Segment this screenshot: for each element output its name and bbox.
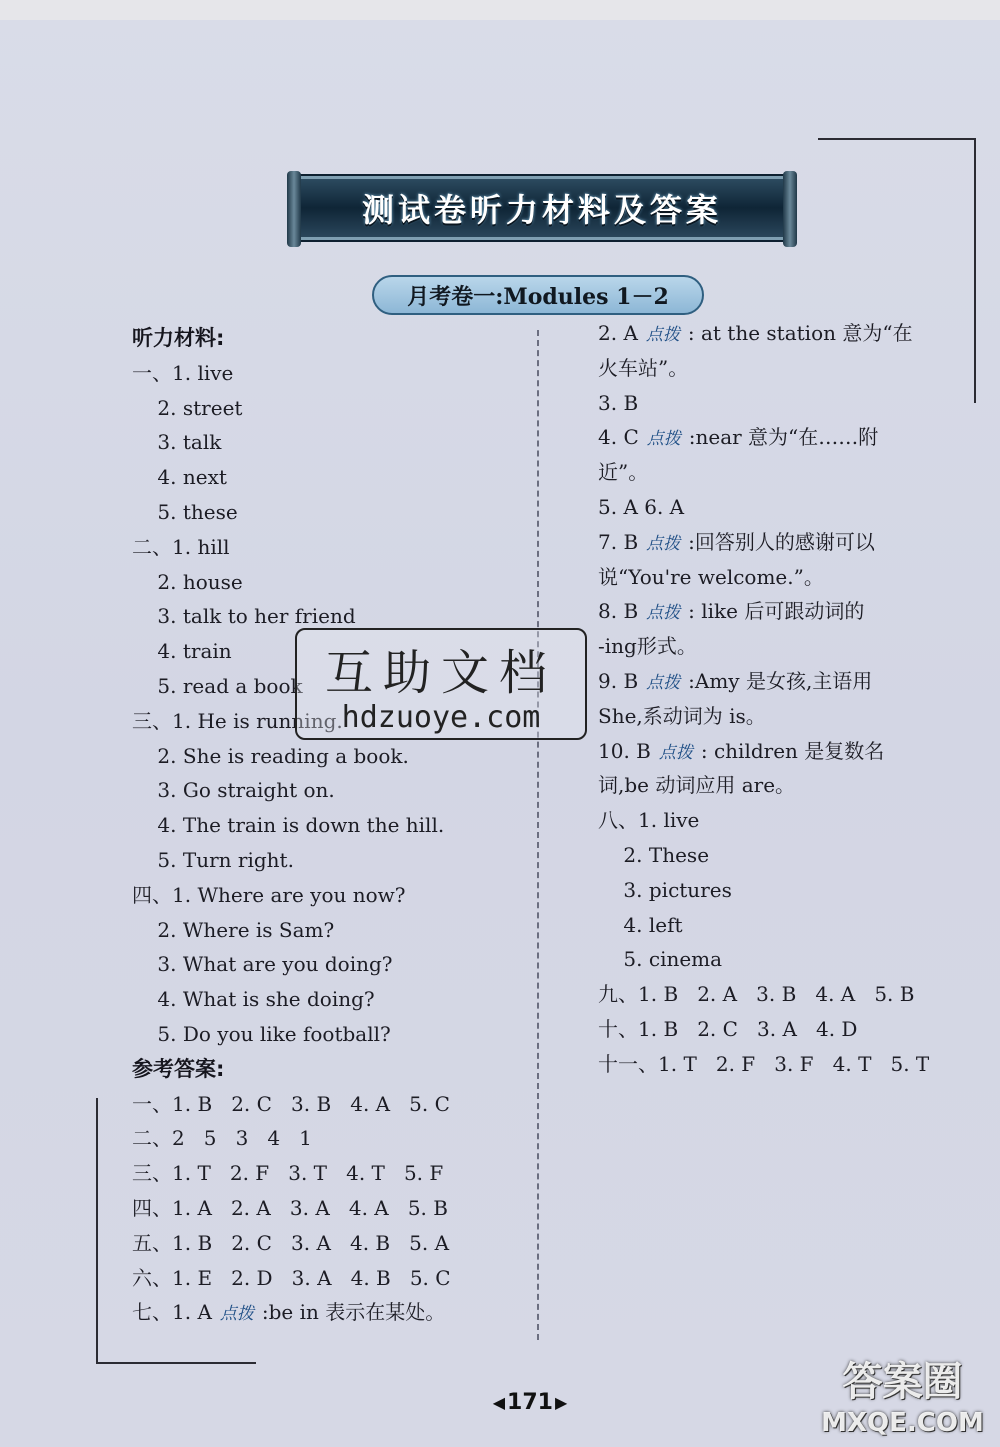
right-line: 八、1. live <box>598 808 700 833</box>
left-line: 5. these <box>132 500 238 524</box>
right-line-explanation: : like 后可跟动词的 <box>688 599 865 624</box>
left-line: 参考答案: <box>132 1056 225 1081</box>
tip-label: 点拨 <box>658 742 693 763</box>
right-line <box>598 422 878 452</box>
watermark-url: hdzuoye.com <box>341 700 541 735</box>
tip-label: 点拨 <box>646 429 681 450</box>
page-number-text: 171 <box>507 1389 553 1415</box>
right-line: 词,be 动词应用 are。 <box>598 773 796 798</box>
right-line-explanation: :回答别人的感谢可以 <box>688 529 875 554</box>
right-line: 3. pictures <box>598 877 732 902</box>
left-line: 2. street <box>132 395 243 420</box>
corner-logo-title: 答案圈 <box>842 1359 963 1405</box>
right-line <box>598 596 864 626</box>
left-line: 3. talk <box>132 430 222 455</box>
right-line-explanation: : at the station 意为“在 <box>687 321 913 345</box>
page-title: 测试卷听力材料及答案 <box>361 191 722 229</box>
left-line: 4. train <box>132 639 232 664</box>
right-line: She,系动词为 is。 <box>598 703 766 728</box>
scroll-cap-left <box>287 171 301 247</box>
right-line: 2. These <box>598 843 710 867</box>
left-line: 听力材料: <box>132 326 225 350</box>
top-band <box>0 0 1000 20</box>
left-line: 六、1. E 2. D 3. A 4. B 5. C <box>132 1265 451 1290</box>
right-line-answer: 7. B <box>598 529 639 554</box>
left-line: 二、2 5 3 4 1 <box>132 1126 312 1151</box>
left-line <box>132 1297 445 1327</box>
right-line <box>598 527 875 557</box>
right-line: 说“You're welcome.”。 <box>598 564 824 589</box>
right-line: -ing形式。 <box>598 634 697 659</box>
page-subtitle: 月考卷一:Modules 1－2 <box>407 283 669 310</box>
tip-label: 点拨 <box>219 1304 254 1325</box>
right-line-explanation: :near 意为“在……附 <box>688 425 879 450</box>
left-line: 5. read a book <box>132 674 303 698</box>
right-line: 十一、1. T 2. F 3. F 4. T 5. T <box>598 1051 930 1076</box>
right-line: 十、1. B 2. C 3. A 4. D <box>598 1017 858 1041</box>
right-line-answer: 9. B <box>598 669 639 693</box>
left-line: 四、1. Where are you now? <box>132 882 406 907</box>
corner-logo-url: MXQE.COM <box>821 1408 984 1438</box>
left-line: 4. next <box>132 465 227 490</box>
left-line: 5. Turn right. <box>132 848 294 872</box>
tip-label: 点拨 <box>646 673 681 693</box>
left-line: 4. What is she doing? <box>132 987 375 1012</box>
arrow-right-icon: ▶ <box>554 1392 568 1412</box>
right-line: 3. B <box>598 390 639 415</box>
left-line: 2. house <box>132 569 243 594</box>
right-line: 5. cinema <box>598 947 723 972</box>
right-line <box>598 736 884 766</box>
right-line <box>598 318 913 348</box>
tip-label: 点拨 <box>646 603 681 624</box>
right-line: 5. A 6. A <box>598 495 685 519</box>
left-line: 三、1. He is running. <box>132 708 343 733</box>
right-line: 4. left <box>598 912 683 937</box>
left-line: 三、1. T 2. F 3. T 4. T 5. F <box>132 1161 444 1186</box>
left-line: 二、1. hill <box>132 534 230 559</box>
right-line-answer: 10. B <box>598 738 651 763</box>
right-line: 火车站”。 <box>598 355 689 380</box>
right-line-answer: 2. A <box>598 321 638 345</box>
page-number <box>480 1385 580 1419</box>
tip-label: 点拨 <box>646 533 681 554</box>
arrow-left-icon: ◀ <box>492 1392 506 1412</box>
subtitle-banner <box>372 275 704 315</box>
left-line: 一、1. B 2. C 3. B 4. A 5. C <box>132 1091 450 1116</box>
right-line-explanation: : children 是复数名 <box>700 738 885 763</box>
left-line: 5. Do you like football? <box>132 1022 391 1046</box>
tip-label: 点拨 <box>645 325 680 345</box>
left-line: 2. Where is Sam? <box>132 917 335 942</box>
left-line: 五、1. B 2. C 3. A 4. B 5. A <box>132 1230 450 1255</box>
left-line: 一、1. live <box>132 360 234 385</box>
right-line <box>598 666 872 696</box>
left-line: 4. The train is down the hill. <box>132 813 445 838</box>
right-line-answer: 4. C <box>598 425 639 450</box>
left-line-answer: 七、1. A <box>132 1300 212 1325</box>
right-line: 近”。 <box>598 460 649 485</box>
left-line-explanation: :be in 表示在某处。 <box>261 1300 446 1325</box>
left-line: 2. She is reading a book. <box>132 743 409 768</box>
right-line-explanation: :Amy 是女孩,主语用 <box>688 669 873 693</box>
left-line: 3. What are you doing? <box>132 952 393 977</box>
title-banner <box>298 176 786 240</box>
right-line: 九、1. B 2. A 3. B 4. A 5. B <box>598 982 915 1007</box>
scroll-cap-right <box>783 171 797 247</box>
left-line: 3. talk to her friend <box>132 604 356 629</box>
left-line: 3. Go straight on. <box>132 778 335 803</box>
left-line: 四、1. A 2. A 3. A 4. A 5. B <box>132 1196 448 1220</box>
watermark-title: 互助文档 <box>324 645 557 701</box>
corner-logo <box>810 1350 995 1442</box>
right-line-answer: 8. B <box>598 599 639 624</box>
column-divider <box>537 330 539 1340</box>
right-bracket-line <box>818 138 976 403</box>
watermark-stamp <box>295 628 587 740</box>
